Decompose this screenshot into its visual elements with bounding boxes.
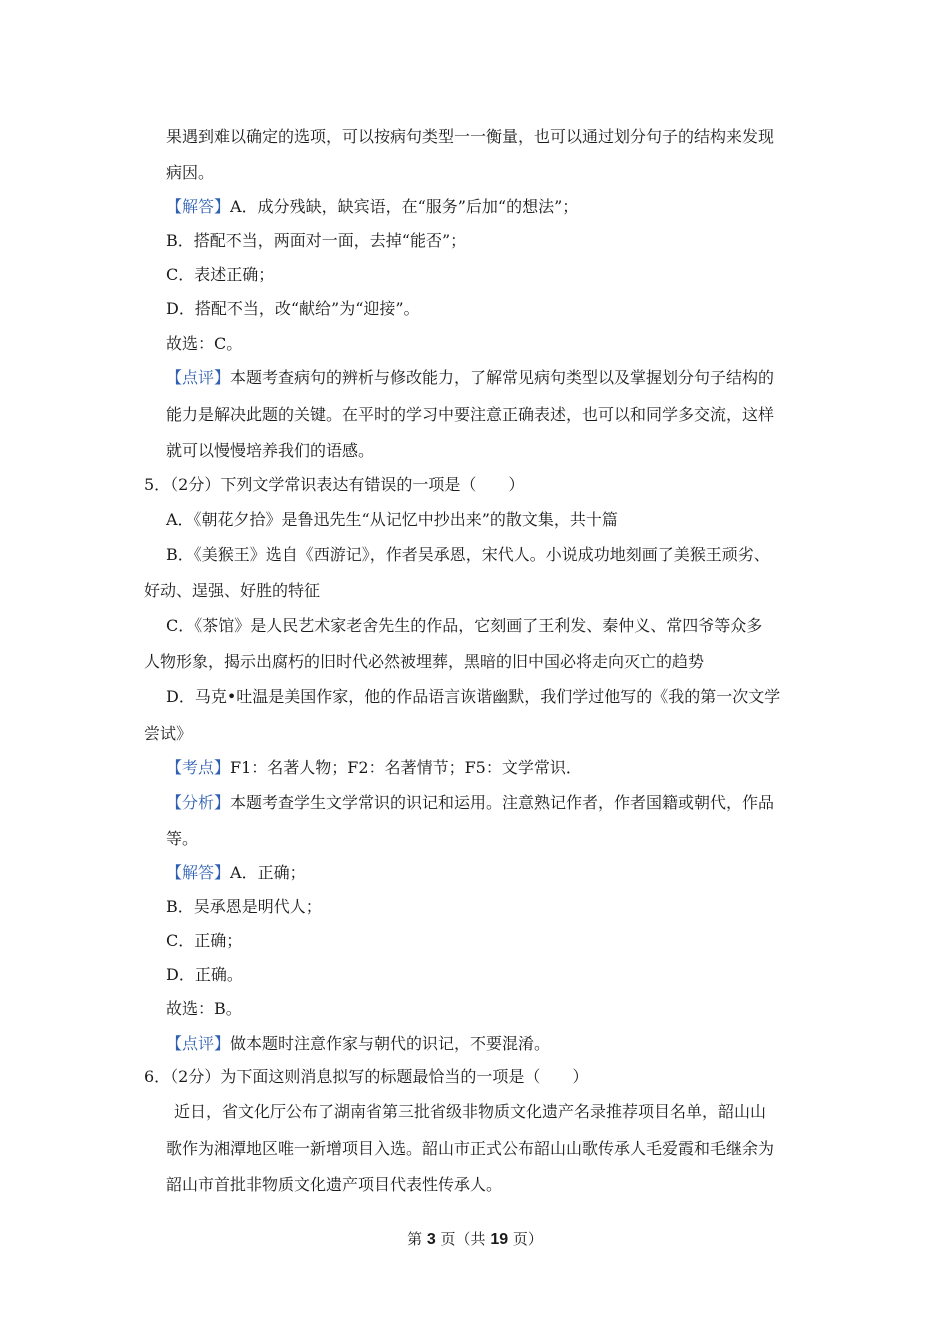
text-line: C．表述正确； bbox=[166, 265, 275, 284]
text-line: 故选：C。 bbox=[166, 334, 243, 353]
text-line: 尝试》 bbox=[144, 724, 193, 743]
text-line: D．正确。 bbox=[166, 965, 243, 984]
comment-tag: 【点评】 bbox=[166, 368, 231, 387]
option-b: B．《美猴王》选自《西游记》，作者吴承恩，宋代人。小说成功地刻画了美猴王顽劣、 bbox=[166, 545, 770, 564]
text-span: A．成分残缺，缺宾语，在“服务”后加“的想法”； bbox=[230, 197, 579, 216]
text-span: F1：名著人物；F2：名著情节；F5：文学常识． bbox=[230, 758, 582, 777]
text-line: 人物形象，揭示出腐朽的旧时代必然被埋葬，黑暗的旧中国必将走向灭亡的趋势 bbox=[144, 652, 705, 671]
text-line: D．搭配不当，改“献给”为“迎接”。 bbox=[166, 299, 420, 318]
text-line: 等。 bbox=[166, 829, 199, 848]
answer-tag: 【解答】 bbox=[166, 197, 231, 216]
text-span: A．正确； bbox=[230, 863, 306, 882]
text-line: B．搭配不当，两面对一面，去掉“能否”； bbox=[166, 231, 467, 250]
page-footer bbox=[0, 1228, 950, 1251]
answer-line bbox=[166, 196, 578, 218]
option-d: D．马克•吐温是美国作家，他的作品语言诙谐幽默，我们学过他写的《我的第一次文学 bbox=[166, 687, 781, 706]
analysis-tag: 【分析】 bbox=[166, 793, 231, 812]
text-span: 做本题时注意作家与朝代的识记，不要混淆。 bbox=[230, 1034, 551, 1053]
text-line: 歌作为湘潭地区唯一新增项目入选。韶山市正式公布韶山山歌传承人毛爱霞和毛继余为 bbox=[166, 1139, 775, 1158]
point-line bbox=[166, 757, 582, 779]
text-line: 韶山市首批非物质文化遗产项目代表性传承人。 bbox=[166, 1175, 503, 1194]
text-line: 好动、逞强、好胜的特征 bbox=[144, 581, 321, 600]
text-line: 果遇到难以确定的选项，可以按病句类型一一衡量，也可以通过划分句子的结构来发现 bbox=[166, 127, 775, 146]
footer-page-number: 3 bbox=[426, 1231, 436, 1248]
point-tag: 【考点】 bbox=[166, 758, 231, 777]
comment-line bbox=[166, 1033, 550, 1055]
answer-line bbox=[166, 862, 306, 884]
comment-tag: 【点评】 bbox=[166, 1034, 231, 1053]
text-line: 能力是解决此题的关键。在平时的学习中要注意正确表述，也可以和同学多交流，这样 bbox=[166, 405, 775, 424]
option-c: C．《茶馆》是人民艺术家老舍先生的作品，它刻画了王利发、秦仲义、常四爷等众多 bbox=[166, 616, 763, 635]
footer-total-pages: 19 bbox=[490, 1231, 509, 1248]
option-a: A．《朝花夕拾》是鲁迅先生“从记忆中抄出来”的散文集，共十篇 bbox=[166, 510, 618, 529]
text-line: B．吴承恩是明代人； bbox=[166, 897, 322, 916]
footer-suffix: 页） bbox=[508, 1230, 543, 1248]
text-line: 病因。 bbox=[166, 163, 215, 182]
text-line: 故选：B。 bbox=[166, 999, 242, 1018]
comment-line bbox=[166, 367, 774, 389]
text-span: 本题考查病句的辨析与修改能力，了解常见病句类型以及掌握划分句子结构的 bbox=[230, 368, 775, 387]
text-line: 近日，省文化厅公布了湖南省第三批省级非物质文化遗产名录推荐项目名单，韶山山 bbox=[174, 1102, 767, 1121]
analysis-line bbox=[166, 792, 774, 814]
footer-middle: 页（共 bbox=[435, 1230, 491, 1248]
text-span: 本题考查学生文学常识的识记和运用。注意熟记作者，作者国籍或朝代，作品 bbox=[230, 793, 775, 812]
question-6: 6．（2分）为下面这则消息拟写的标题最恰当的一项是（ ） bbox=[144, 1067, 589, 1086]
answer-tag: 【解答】 bbox=[166, 863, 231, 882]
question-5: 5．（2分）下列文学常识表达有错误的一项是（ ） bbox=[144, 475, 525, 494]
text-line: C．正确； bbox=[166, 931, 243, 950]
footer-prefix: 第 bbox=[407, 1230, 427, 1248]
text-line: 就可以慢慢培养我们的语感。 bbox=[166, 441, 375, 460]
